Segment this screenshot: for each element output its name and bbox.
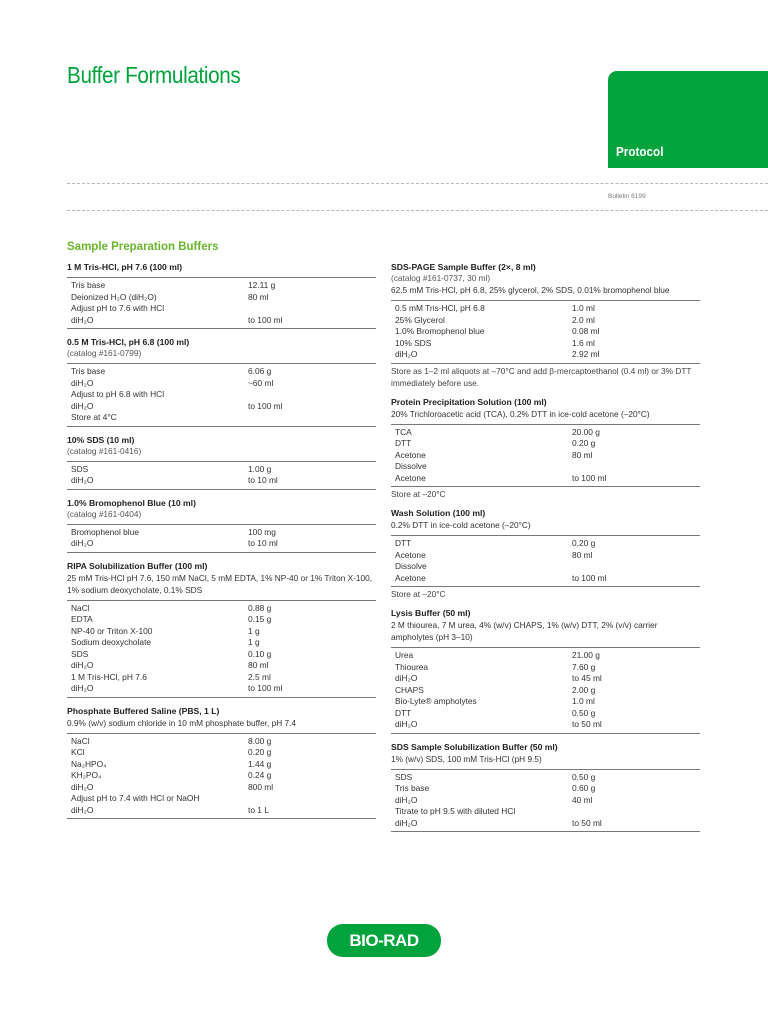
ingredient-name: 0.5 mM Tris-HCl, pH 6.8 [395, 303, 485, 313]
recipe-table [67, 600, 376, 698]
recipe-row [67, 782, 376, 794]
left-column [67, 262, 376, 827]
ingredient-amount: 2.92 ml [572, 349, 600, 359]
recipe-row [67, 626, 376, 638]
recipe-table [67, 524, 376, 553]
ingredient-name: DTT [395, 538, 412, 548]
ingredient-name: Acetone [395, 549, 426, 560]
ingredient-amount: 0.88 g [248, 602, 272, 613]
ingredient-name: NaCl [71, 602, 90, 613]
ingredient-name: SDS [71, 463, 89, 474]
ingredient-name: Bromophenol blue [71, 526, 139, 537]
ingredient-amount: 100 mg [248, 526, 276, 537]
ingredient-amount: 40 ml [572, 794, 593, 805]
ingredient-amount: to 50 ml [572, 719, 602, 729]
buffer-description: 25 mM Tris-HCl pH 7.6, 150 mM NaCl, 5 mM EDTA, 1% NP-40 or 1% Triton X-100, 1% sodium deoxycholate, 0.1% SDS [67, 572, 373, 595]
recipe-row [391, 685, 700, 697]
buffer-title: RIPA Solubilization Buffer (100 ml) [67, 560, 208, 571]
ingredient-name: diH₂O [71, 377, 94, 388]
buffer-title: Protein Precipitation Solution (100 ml) [391, 396, 547, 407]
ingredient-name: Dissolve [395, 561, 427, 571]
recipe-row [67, 280, 376, 292]
storage-note: Store at –20°C [391, 589, 446, 599]
ingredient-name: 1.0% Bromophenol blue [395, 326, 485, 336]
ingredient-name: Deionized H₂O (diH₂O) [71, 291, 157, 302]
ingredient-name: Sodium deoxycholate [71, 637, 152, 647]
ingredient-name: DTT [395, 438, 412, 448]
recipe-row [67, 464, 376, 476]
recipe-row [391, 326, 700, 338]
ingredient-name: diH₂O [71, 683, 94, 693]
recipe-row [67, 770, 376, 782]
recipe-row [67, 614, 376, 626]
recipe-row [391, 450, 700, 462]
ingredient-name: TCA [395, 426, 412, 437]
recipe-row [67, 672, 376, 684]
recipe-row [391, 708, 700, 720]
ingredient-amount: 2.5 ml [248, 671, 271, 682]
right-column [391, 262, 700, 840]
ingredient-amount: 2.0 ml [572, 314, 595, 325]
storage-note: Store as 1–2 ml aliquots at –70°C and add β-mercaptoethanol (0.4 ml) or 3% DTT immediately before use. [391, 365, 692, 388]
ingredient-name: EDTA [71, 614, 93, 624]
ingredient-name: diH₂O [71, 538, 94, 548]
recipe-row [391, 696, 700, 708]
storage-note: Store at –20°C [391, 489, 446, 499]
protocol-label: Protocol [616, 144, 664, 159]
recipe-row [391, 461, 700, 473]
recipe-row [67, 805, 376, 817]
recipe-row [391, 303, 700, 315]
buffer-block [67, 262, 376, 329]
buffer-block [391, 508, 700, 600]
recipe-row [67, 793, 376, 805]
ingredient-name: 1 M Tris-HCl, pH 7.6 [71, 671, 147, 682]
ingredient-name: Acetone [395, 449, 426, 460]
recipe-row [67, 637, 376, 649]
ingredient-name: Tris base [71, 280, 106, 290]
recipe-row [67, 747, 376, 759]
ingredient-amount: to 45 ml [572, 673, 602, 683]
ingredient-name: Acetone [395, 572, 426, 583]
recipe-row [67, 660, 376, 672]
ingredient-name: 10% SDS [395, 337, 432, 348]
recipe-table [67, 461, 376, 490]
recipe-row [391, 818, 700, 830]
recipe-row [67, 759, 376, 771]
recipe-row [67, 303, 376, 315]
recipe-table [391, 535, 700, 587]
page-title: Buffer Formulations [67, 62, 241, 88]
ingredient-amount: 0.60 g [572, 783, 596, 793]
buffer-catalog: (catalog #161-0737, 30 ml) [391, 273, 491, 283]
ingredient-amount [248, 412, 376, 424]
ingredient-amount: 80 ml [248, 660, 269, 670]
ingredient-name: CHAPS [395, 684, 424, 695]
ingredient-amount: 0.08 ml [572, 326, 600, 336]
ingredient-amount: 21.00 g [572, 650, 600, 660]
ingredient-name: Bio-Lyte® ampholytes [395, 696, 477, 706]
buffer-block [67, 435, 376, 490]
recipe-table [67, 733, 376, 820]
ingredient-name: diH₂O [71, 475, 94, 485]
ingredient-amount: 12.11 g [248, 280, 276, 290]
ingredient-name: diH₂O [395, 349, 418, 359]
ingredient-name: diH₂O [395, 673, 418, 683]
ingredient-name: diH₂O [71, 781, 94, 792]
ingredient-amount: 20.00 g [572, 426, 600, 437]
protocol-tab [608, 71, 768, 168]
recipe-row [391, 315, 700, 327]
ingredient-amount: to 10 ml [248, 538, 278, 548]
ingredient-amount: 0.50 g [572, 771, 596, 782]
recipe-row [391, 473, 700, 485]
ingredient-name: Urea [395, 650, 414, 660]
recipe-row [391, 662, 700, 674]
ingredient-amount: 0.15 g [248, 614, 272, 624]
buffer-description: 0.2% DTT in ice-cold acetone (–20°C) [391, 520, 531, 530]
ingredient-name: SDS [395, 771, 413, 782]
ingredient-amount: 0.24 g [248, 770, 272, 780]
ingredient-name: Na₂HPO₄ [71, 758, 107, 769]
ingredient-amount: 80 ml [248, 291, 269, 302]
recipe-row [391, 561, 700, 573]
recipe-row [391, 673, 700, 685]
recipe-row [67, 292, 376, 304]
buffer-description: 62.5 mM Tris-HCl, pH 6.8, 25% glycerol, 2% SDS, 0.01% bromophenol blue [391, 285, 670, 295]
top-divider [67, 183, 768, 184]
ingredient-amount: 0.20 g [572, 438, 596, 448]
buffer-catalog: (catalog #161-0404) [67, 508, 142, 519]
ingredient-amount: 0.10 g [248, 648, 272, 659]
recipe-row [391, 795, 700, 807]
ingredient-name: Adjust to pH 6.8 with HCl [71, 389, 165, 399]
recipe-row [391, 772, 700, 784]
bulletin-number: Bulletin 6199 [608, 193, 646, 200]
ingredient-name: NaCl [71, 735, 90, 746]
ingredient-amount: to 100 ml [248, 400, 283, 411]
recipe-row [67, 366, 376, 378]
recipe-row [67, 527, 376, 539]
recipe-row [391, 550, 700, 562]
buffer-title: 1.0% Bromophenol Blue (10 ml) [67, 497, 196, 508]
recipe-row [67, 378, 376, 390]
ingredient-amount: to 10 ml [248, 475, 278, 485]
buffer-block [391, 742, 700, 833]
ingredient-name: KCl [71, 747, 85, 757]
ingredient-amount: to 1 L [248, 804, 269, 815]
ingredient-amount: to 100 ml [248, 314, 283, 325]
recipe-row [67, 683, 376, 695]
recipe-row [67, 412, 376, 424]
bottom-divider [67, 210, 768, 211]
bio-rad-logo [327, 924, 441, 957]
buffer-description: 20% Trichloroacetic acid (TCA), 0.2% DTT in ice-cold acetone (–20°C) [391, 408, 650, 419]
buffer-title: Lysis Buffer (50 ml) [391, 608, 471, 618]
ingredient-amount: 6.06 g [248, 366, 272, 376]
ingredient-name: DTT [395, 707, 412, 718]
ingredient-name: SDS [71, 648, 89, 659]
ingredient-amount: 2.00 g [572, 684, 596, 695]
ingredient-amount: to 100 ml [572, 472, 607, 483]
ingredient-name: Adjust pH to 7.6 with HCl [71, 303, 165, 313]
ingredient-amount: 80 ml [572, 549, 593, 560]
ingredient-amount: to 100 ml [572, 572, 607, 583]
buffer-block [67, 561, 376, 698]
buffer-block [67, 706, 376, 820]
recipe-row [391, 719, 700, 731]
ingredient-amount [248, 303, 376, 315]
recipe-row [67, 649, 376, 661]
buffer-catalog: (catalog #161-0799) [67, 348, 142, 358]
buffer-block [67, 498, 376, 553]
recipe-table [391, 424, 700, 488]
recipe-row [391, 783, 700, 795]
recipe-table [67, 363, 376, 427]
ingredient-amount: 1 g [248, 625, 260, 636]
buffer-catalog: (catalog #161-0416) [67, 445, 142, 456]
ingredient-amount: ~60 ml [248, 377, 274, 388]
ingredient-name: Adjust pH to 7.4 with HCl or NaOH [71, 793, 200, 803]
recipe-table [67, 277, 376, 329]
ingredient-name: diH₂O [71, 400, 94, 411]
ingredient-name: NP-40 or Triton X-100 [71, 625, 153, 636]
ingredient-name: Dissolve [395, 461, 427, 471]
section-title: Sample Preparation Buffers [67, 241, 219, 253]
ingredient-name: diH₂O [71, 660, 94, 670]
ingredient-amount: 0.20 g [248, 747, 272, 757]
recipe-row [67, 603, 376, 615]
ingredient-amount: to 100 ml [248, 683, 283, 693]
recipe-row [391, 806, 700, 818]
recipe-row [67, 475, 376, 487]
ingredient-name: Tris base [395, 783, 430, 793]
recipe-row [67, 389, 376, 401]
buffer-title: SDS Sample Solubilization Buffer (50 ml) [391, 741, 558, 752]
ingredient-name: Store at 4°C [71, 412, 117, 422]
recipe-row [391, 438, 700, 450]
ingredient-name: diH₂O [395, 719, 418, 729]
ingredient-name: Acetone [395, 472, 426, 483]
recipe-row [391, 338, 700, 350]
buffer-title: 10% SDS (10 ml) [67, 434, 135, 445]
ingredient-amount [248, 793, 376, 805]
ingredient-amount: 1.0 ml [572, 696, 595, 706]
recipe-row [67, 401, 376, 413]
ingredient-name: diH₂O [395, 794, 418, 805]
buffer-title: 0.5 M Tris-HCl, pH 6.8 (100 ml) [67, 337, 190, 347]
recipe-row [67, 538, 376, 550]
ingredient-name: Thiourea [395, 661, 429, 672]
ingredient-amount: 7.60 g [572, 661, 596, 672]
recipe-table [391, 769, 700, 833]
ingredient-amount [248, 389, 376, 401]
buffer-block [391, 262, 700, 389]
recipe-row [67, 315, 376, 327]
recipe-row [391, 538, 700, 550]
ingredient-name: 25% Glycerol [395, 314, 445, 325]
ingredient-amount: 1.6 ml [572, 337, 595, 348]
buffer-title: Wash Solution (100 ml) [391, 508, 486, 518]
recipe-row [391, 573, 700, 585]
ingredient-amount: 1 g [248, 637, 260, 647]
ingredient-name: Titrate to pH 9.5 with diluted HCl [395, 806, 516, 816]
recipe-row [67, 736, 376, 748]
ingredient-name: Tris base [71, 366, 106, 376]
ingredient-amount [572, 806, 700, 818]
buffer-block [67, 337, 376, 427]
ingredient-amount: to 50 ml [572, 817, 602, 828]
buffer-block [391, 397, 700, 501]
ingredient-amount: 1.00 g [248, 463, 272, 474]
recipe-table [391, 647, 700, 734]
recipe-row [391, 427, 700, 439]
ingredient-amount [572, 561, 700, 573]
ingredient-amount: 8.00 g [248, 735, 272, 746]
ingredient-amount: 80 ml [572, 449, 593, 460]
buffer-description: 0.9% (w/v) sodium chloride in 10 mM phosphate buffer, pH 7.4 [67, 717, 297, 728]
ingredient-amount: 800 ml [248, 781, 274, 792]
buffer-description: 2 M thiourea, 7 M urea, 4% (w/v) CHAPS, 1% (w/v) DTT, 2% (v/v) carrier ampholytes (pH 3–10) [391, 620, 658, 642]
buffer-title: Phosphate Buffered Saline (PBS, 1 L) [67, 705, 220, 716]
buffer-title: 1 M Tris-HCl, pH 7.6 (100 ml) [67, 262, 183, 272]
buffer-title: SDS-PAGE Sample Buffer (2×, 8 ml) [391, 262, 536, 272]
logo-text: BIO-RAD [349, 930, 419, 950]
recipe-row [391, 349, 700, 361]
ingredient-amount: 0.50 g [572, 707, 596, 718]
ingredient-name: diH₂O [71, 314, 94, 325]
recipe-row [391, 650, 700, 662]
ingredient-amount: 0.20 g [572, 538, 596, 548]
ingredient-name: diH₂O [395, 817, 418, 828]
ingredient-name: diH₂O [71, 804, 94, 815]
ingredient-name: KH₂PO₄ [71, 770, 102, 780]
buffer-description: 1% (w/v) SDS, 100 mM Tris-HCl (pH 9.5) [391, 753, 542, 764]
ingredient-amount [572, 461, 700, 473]
recipe-table [391, 300, 700, 364]
buffer-block [391, 608, 700, 734]
ingredient-amount: 1.44 g [248, 758, 272, 769]
ingredient-amount: 1.0 ml [572, 303, 595, 313]
